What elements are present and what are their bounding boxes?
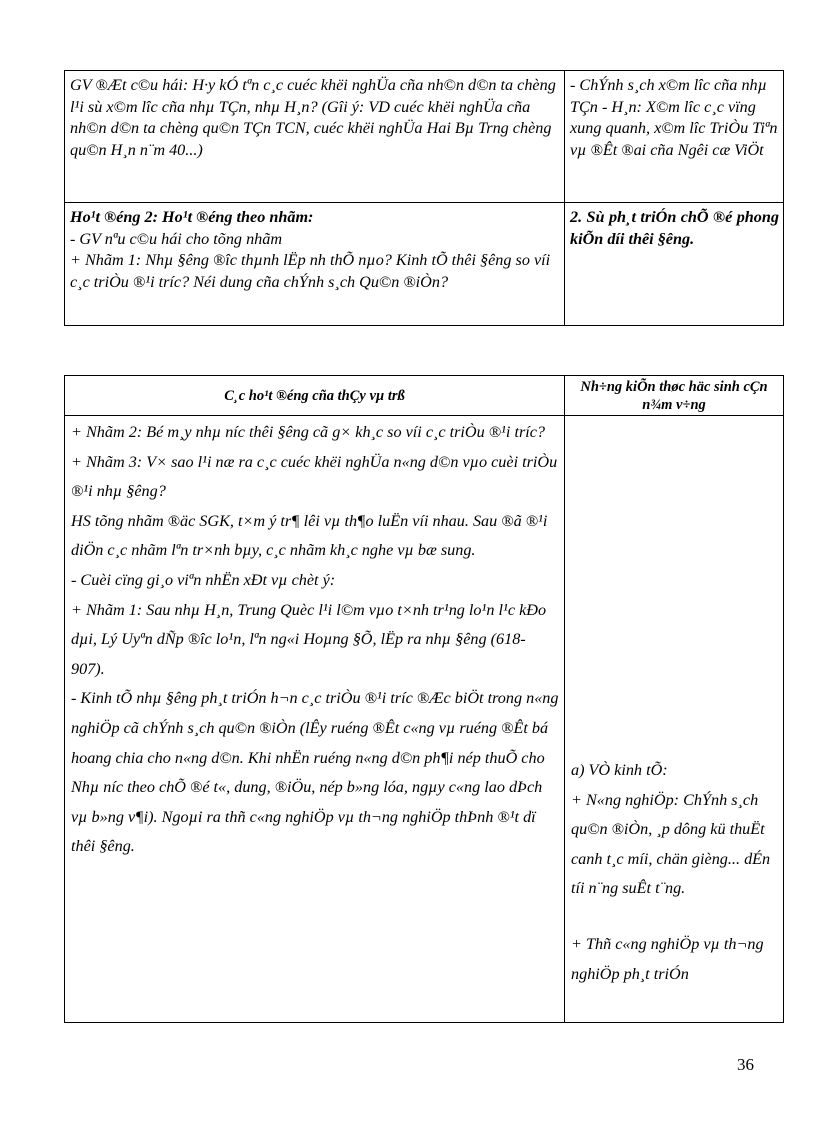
upper-left-cell (65, 71, 565, 203)
question-text: GV ®Æt c©u hái: H·y kÓ tªn c¸c cuéc khëi nghÜa cña nh©n d©n ta chèng l¹i sù x©m lîc cña nhµ TÇn, nhµ H¸n? (Gîi ý: VD cuéc khëi nghÜa cña nh©n d©n ta chèng qu©n TÇn TCN, cuéc khëi nghÜa Hai Bµ Trng chèng qu©n H¸n n¨m 40...) (70, 76, 556, 159)
header-activities: C¸c ho¹t ®éng cña thÇy vµ trß (65, 376, 565, 416)
upper-table (64, 70, 784, 326)
paragraph: + Nhãm 3: V× sao l¹i næ ra c¸c cuéc khëi nghÜa n«ng d©n vµo cuèi triÒu ®¹i nhµ §êng? (71, 452, 558, 501)
knowledge-cell (565, 416, 784, 1023)
page-number: 36 (737, 1055, 754, 1074)
upper-right-cell (565, 71, 784, 203)
activity-title: Ho¹t ®éng 2: Ho¹t ®éng theo nhãm: (70, 208, 314, 226)
paragraph: - Cuèi cïng gi¸o viªn nhËn xÐt vµ chèt ý: (71, 570, 336, 589)
activities-cell (65, 416, 565, 1023)
upper-table-row-2 (65, 203, 784, 326)
activity-line: - GV nªu c©u hái cho tõng nhãm (70, 229, 283, 248)
knowledge-paragraph: + N«ng nghiÖp: ChÝnh s¸ch qu©n ®iÒn, ¸p dông kü thuËt canh t¸c míi, chän gièng... dÉn tíi n¨ng suÊt t¨ng. (571, 790, 771, 898)
section-title-cell (565, 203, 784, 326)
activity-cell (65, 203, 565, 326)
paragraph: + Nhãm 2: Bé m¸y nhµ níc thêi §êng cã g× kh¸c so víi c¸c triÒu ®¹i tríc? (71, 423, 546, 441)
paragraph: HS tõng nhãm ®äc SGK, t×m ý tr¶ lêi vµ th¶o luËn víi nhau. Sau ®ã ®¹i diÖn c¸c nhãm lªn tr×nh bµy, c¸c nhãm kh¸c nghe vµ bæ sung. (71, 511, 548, 560)
header-knowledge: Nh÷ng kiÕn thøc häc sinh cÇn n¾m v÷ng (565, 376, 784, 416)
section-title: 2. Sù ph¸t triÓn chÕ ®é phong kiÕn díi thêi §êng. (570, 208, 779, 248)
knowledge-paragraph: a) VÒ kinh tÕ: (571, 761, 668, 779)
activity-line: + Nhãm 1: Nhµ §êng ®îc thµnh lËp nh thÕ nµo? Kinh tÕ thêi §êng so víi c¸c triÒu ®¹i tríc? Néi dung cña chÝnh s¸ch Qu©n ®iÒn? (70, 251, 551, 291)
upper-table-row-1 (65, 71, 784, 203)
paragraph: - Kinh tÕ nhµ §êng ph¸t triÓn h¬n c¸c triÒu ®¹i tríc ®Æc biÖt trong n«ng nghiÖp cã chÝnh s¸ch qu©n ®iÒn (lÊy ruéng ®Êt c«ng vµ ruéng ®Êt bá hoang chia cho n«ng d©n. Khi nhËn ruéng n«ng d©n ph¶i nép thuÕ cho Nhµ níc theo chÕ ®é t«, dung, ®iÖu, nép b»ng lóa, ngµy c«ng lao dÞch vµ b»ng v¶i). Ngoµi ra thñ c«ng nghiÖp vµ th¬ng nghiÖp thÞnh ®¹t dï thêi §êng. (71, 689, 559, 856)
knowledge-paragraph: + Thñ c«ng nghiÖp vµ th¬ng nghiÖp ph¸t triÓn (571, 934, 764, 983)
lower-table-header (65, 376, 784, 416)
lower-table (64, 375, 784, 1023)
invasion-policy-text: - ChÝnh s¸ch x©m lîc cña nhµ TÇn - H¸n: X©m lîc c¸c vïng xung quanh, x©m lîc TriÒu Tiªn vµ ®Êt ®ai cña Ngêi cæ ViÖt (570, 76, 778, 159)
paragraph: + Nhãm 1: Sau nhµ H¸n, Trung Quèc l¹i l©m vµo t×nh tr¹ng lo¹n l¹c kÐo dµi, Lý Uyªn dÑp ®îc lo¹n, lªn ng«i Hoµng §Õ, lËp ra nhµ §êng (618-907). (71, 600, 547, 678)
lower-table-body (65, 416, 784, 1023)
